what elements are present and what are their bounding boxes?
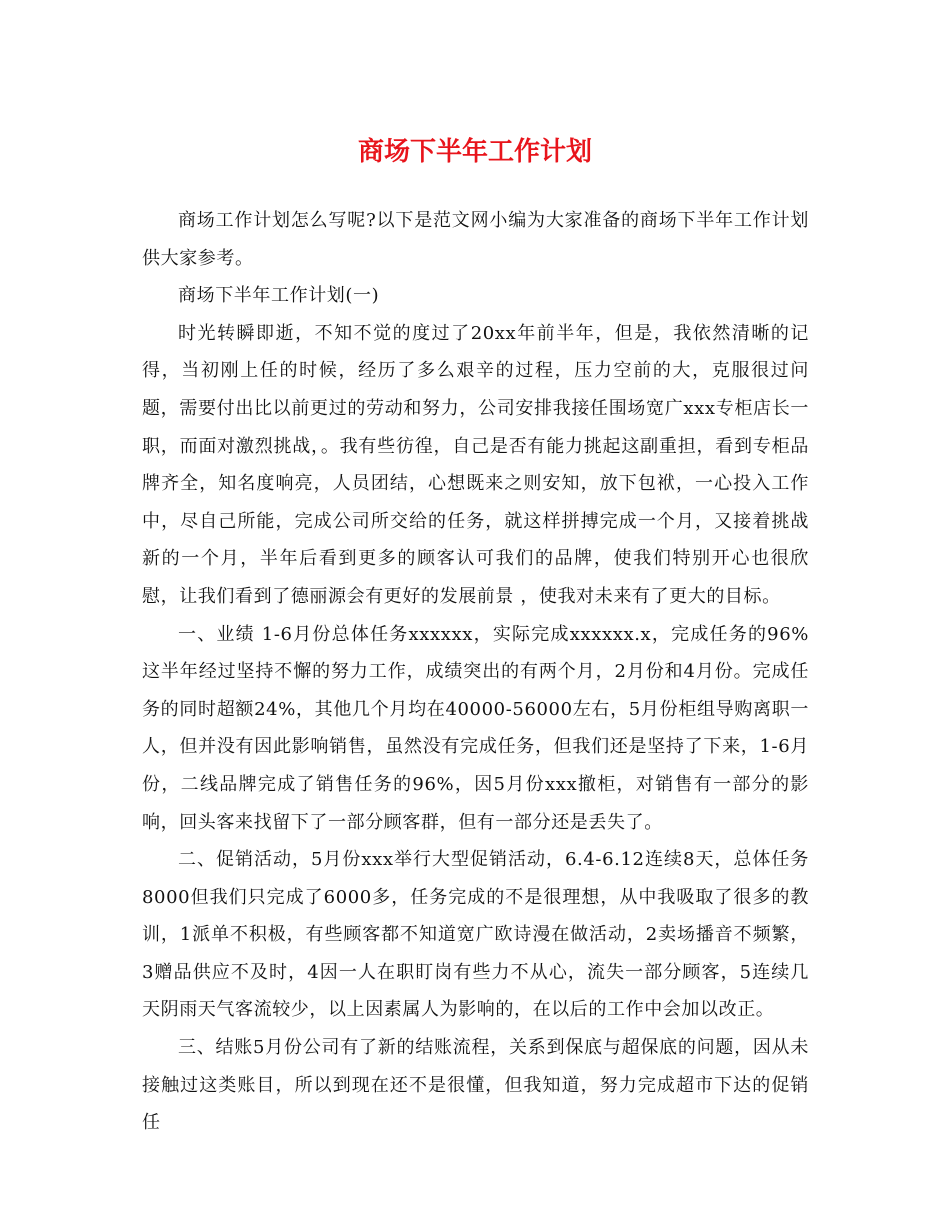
body-paragraph: 一、业绩 1-6月份总体任务xxxxxx，实际完成xxxxxx.x，完成任务的96%这半年经过坚持不懈的努力工作，成绩突出的有两个月，2月份和4月份。完成任务的同时超额24%，其他几个月均在40000-56000左右，5月份柜组导购离职一人，但并没有因此影响销售，虽然没有完成任务，但我们还是坚持了下来，1-6月份，二线品牌完成了销售任务的96%，因5月份xxx撤柜，对销售有一部分的影响，回头客来找留下了一部分顾客群，但有一部分还是丢失了。: [142, 623, 809, 833]
body-paragraph: 三、结账5月份公司有了新的结账流程，关系到保底与超保底的问题，因从未接触过这类账目，所以到现在还不是很懂，但我知道，努力完成超市下达的促销任: [142, 1037, 809, 1134]
document-body: [142, 202, 809, 1142]
body-paragraph: 二、促销活动，5月份xxx举行大型促销活动，6.4-6.12连续8天，总体任务8000但我们只完成了6000多，任务完成的不是很理想，从中我吸取了很多的教训，1派单不积极，有些顾客都不知道宽广欧诗漫在做活动，2卖场播音不频繁，3赠品供应不及时，4因一人在职盯岗有些力不从心，流失一部分顾客，5连续几天阴雨天气客流较少，以上因素属人为影响的，在以后的工作中会加以改正。: [142, 849, 809, 1021]
body-paragraph: 时光转瞬即逝，不知不觉的度过了20xx年前半年，但是，我依然清晰的记得，当初刚上任的时候，经历了多么艰辛的过程，压力空前的大，克服很过问题，需要付出比以前更过的劳动和努力，公司安排我接任围场宽广xxx专柜店长一职，而面对激烈挑战，。我有些彷徨，自己是否有能力挑起这副重担，看到专柜品牌齐全，知名度响亮，人员团结，心想既来之则安知，放下包袱，一心投入工作中，尽自己所能，完成公司所交给的任务，就这样拼搏完成一个月，又接着挑战新的一个月，半年后看到更多的顾客认可我们的品牌，使我们特别开心也很欣慰，让我们看到了德丽源会有更好的发展前景 ，使我对未来有了更大的目标。: [142, 322, 809, 607]
intro-paragraph: 商场工作计划怎么写呢?以下是范文网小编为大家准备的商场下半年工作计划供大家参考。: [142, 210, 809, 269]
document-title: 商场下半年工作计划: [357, 137, 592, 167]
section-heading: 商场下半年工作计划(一): [178, 285, 380, 307]
